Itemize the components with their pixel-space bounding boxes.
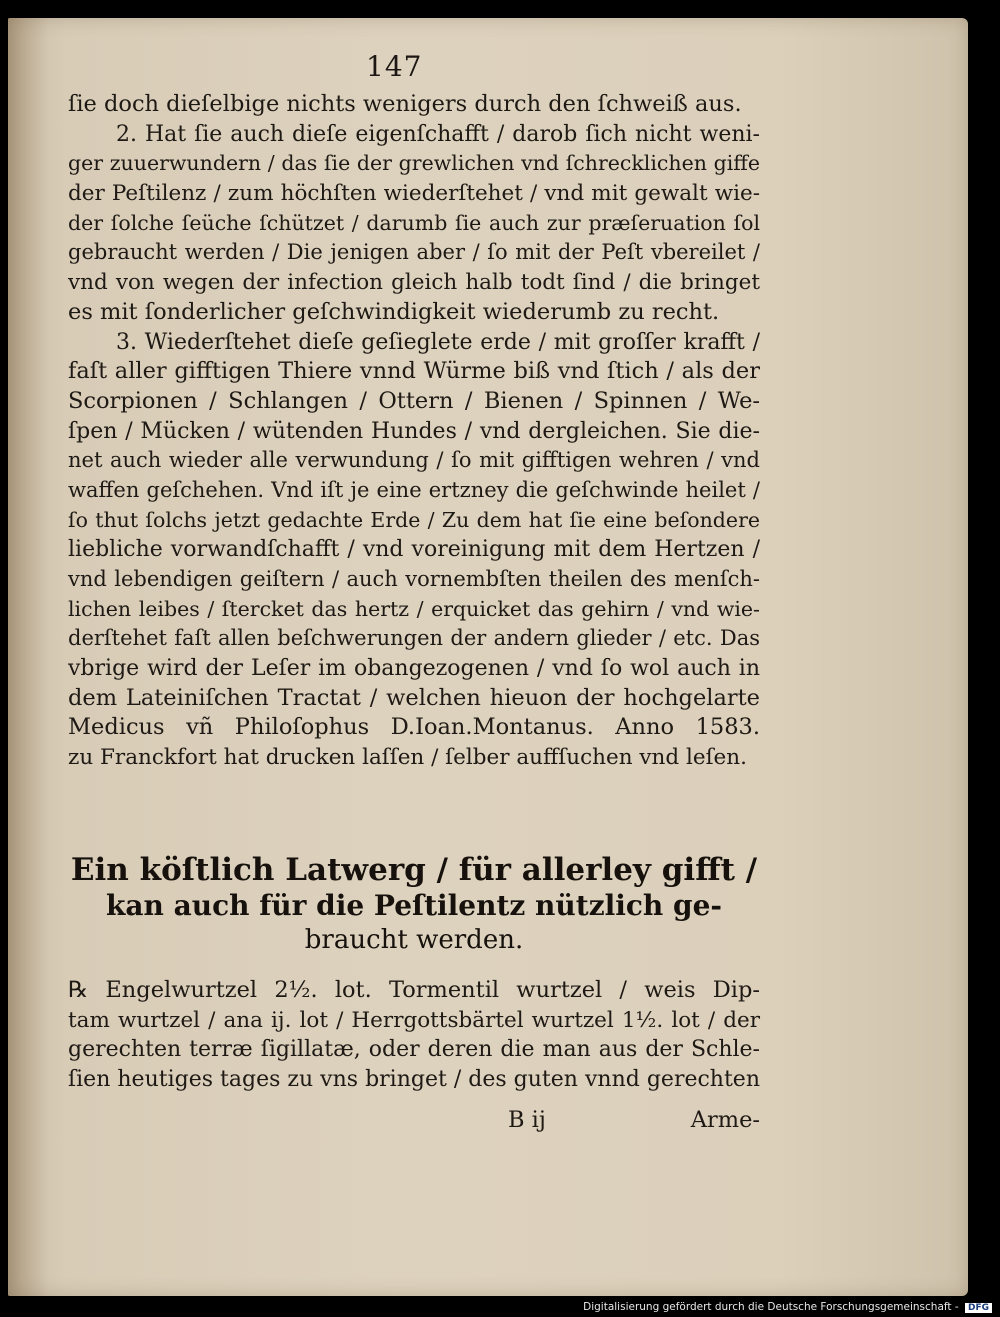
text-line: der ſolche ſeüche ſchützet / darumb ſie auch zur præſeruation ſol: [68, 210, 760, 235]
credit-text: Digitalisierung gefördert durch die Deutsche Forschungsgemeinschaft -: [583, 1301, 959, 1313]
recipe-line: gerechten terræ ſigillatæ, oder deren die man aus der Schle-: [68, 1037, 760, 1063]
text-line: ſie doch dieſelbige nichts wenigers durch den ſchweiß aus.: [68, 91, 742, 117]
text-line: ſo thut ſolchs jetzt gedachte Erde / Zu dem hat ſie eine beſondere: [68, 507, 760, 532]
text-line: ger zuuerwundern / das ſie der grewlichen vnd ſchrecklichen giffe: [68, 151, 760, 176]
text-line: der Peſtilenz / zum höchſten wiederſtehet / vnd mit gewalt wie-: [68, 181, 760, 207]
heading-line: kan auch für die Peſtilentz nützlich ge-: [105, 889, 723, 922]
heading-line: braucht werden.: [304, 925, 524, 955]
text-line: liebliche vorwandſchafft / vnd voreinigung mit dem Hertzen /: [68, 537, 760, 563]
page-footer: [68, 1107, 760, 1137]
text-line: net auch wieder alle verwundung / ſo mit gifftigen wehren / vnd: [68, 448, 760, 473]
signature-mark: B ij: [508, 1107, 546, 1133]
text-line: Medicus vñ Philoſophus D.Ioan.Montanus. Anno 1583.: [68, 714, 760, 741]
text-line: es mit ſonderlicher geſchwindigkeit wiederumb zu recht.: [68, 298, 720, 325]
text-line: 2. Hat ſie auch dieſe eigenſchafft / darob ſich nicht weni-: [116, 121, 760, 147]
text-line: faſt aller gifftigen Thiere vnnd Würme biß vnd ſtich / als der: [68, 358, 760, 385]
text-line: vnd von wegen der infection gleich halb todt ſind / die bringet: [68, 270, 760, 296]
page-number: 147: [366, 50, 423, 83]
text-line: derſtehet faſt allen beſchwerungen der andern glieder / etc. Das: [68, 626, 760, 651]
recipe-text: [68, 976, 760, 1095]
page-spine-shadow: [8, 18, 48, 1296]
text-line: zu Franckfort hat drucken laſſen / ſelber auffſuchen vnd leſen.: [68, 745, 747, 771]
dfg-logo: DFG: [965, 1303, 992, 1313]
heading-line: Ein köſtlich Latwerg / für allerley gifft /: [70, 852, 758, 888]
recipe-line: tam wurtzel / ana ij. lot / Herrgottsbärtel wurtzel 1½. lot / der: [68, 1007, 760, 1033]
text-line: vbrige wird der Leſer im obangezogenen / vnd ſo wol auch in: [68, 656, 760, 682]
text-line: lichen leibes / ſtercket das hertz / erquicket das gehirn / vnd wie-: [68, 596, 760, 621]
digitization-credit: [583, 1301, 992, 1313]
section-heading: [68, 851, 760, 957]
recipe-line: ℞ Engelwurtzel 2½. lot. Tormentil wurtzel / weis Dip-: [68, 977, 760, 1003]
text-line: vnd lebendigen geiſtern / auch vornembſten theilen des menſch-: [68, 567, 760, 591]
text-line: gebraucht werden / Die jenigen aber / ſo mit der Peſt vbereilet /: [68, 240, 760, 265]
recipe-line: ſien heutiges tages zu vns bringet / des guten vnnd gerechten: [68, 1067, 760, 1093]
text-line: Scorpionen / Schlangen / Ottern / Bienen / Spinnen / We-: [68, 387, 760, 414]
text-line: ſpen / Mücken / wütenden Hundes / vnd dergleichen. Sie die-: [68, 418, 760, 444]
book-page: [8, 18, 968, 1296]
text-line: dem Lateiniſchen Tractat / welchen hieuon der hochgelarte: [68, 684, 760, 711]
body-text: [68, 90, 760, 773]
text-line: waffen geſchehen. Vnd iſt je eine ertzney die geſchwinde heilet /: [68, 477, 760, 502]
catchword: Arme-: [690, 1107, 760, 1133]
text-line: 3. Wiederſtehet dieſe geſieglete erde / mit groſſer krafft /: [116, 329, 760, 355]
